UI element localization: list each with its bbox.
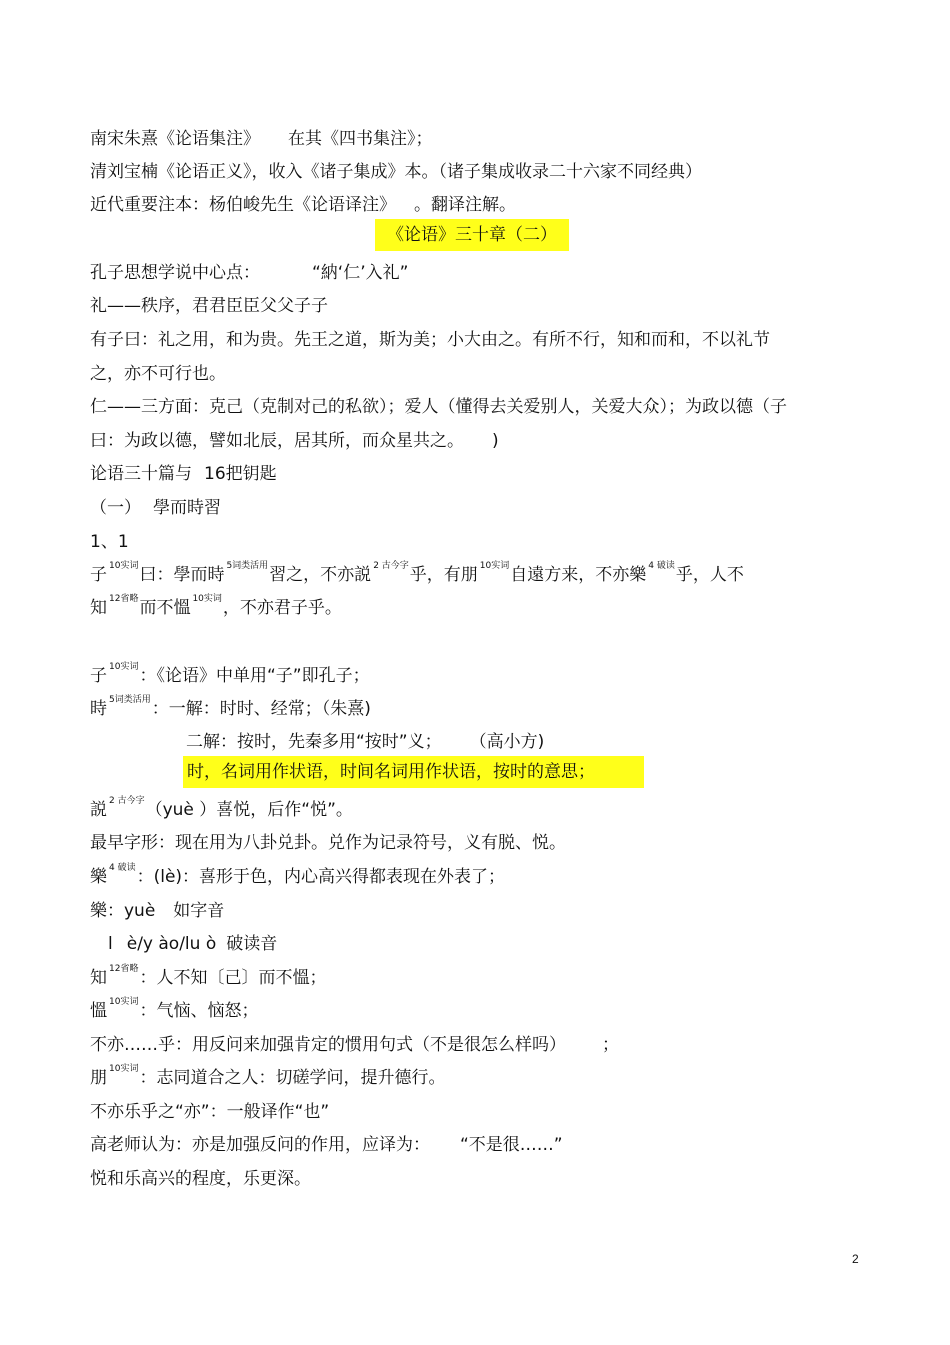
- text-segment: ；: [602, 1035, 619, 1055]
- line-13: [90, 563, 744, 590]
- text-segment: 曰：为政以德，譬如北辰，居其所，而众星共之。: [90, 431, 464, 451]
- text-segment: 破读音: [226, 934, 278, 954]
- line-24: [90, 999, 258, 1026]
- line-28: [90, 1133, 563, 1157]
- text-segment: 朋: [90, 1068, 107, 1088]
- annotation-tag: 10实词: [109, 561, 139, 571]
- text-segment: 之，亦不可行也。: [90, 364, 226, 384]
- annotation-tag: 2 古今字: [373, 561, 409, 571]
- line-3: [90, 193, 516, 217]
- line-7: [90, 362, 226, 386]
- line-20: [90, 865, 505, 892]
- text-segment: （高小方): [469, 732, 545, 752]
- highlighted-note: 时，名词用作状语，时间名词用作状语，按时的意思；: [183, 756, 644, 788]
- text-segment: 不亦……乎：用反问来加强肯定的惯用句式（不是很怎么样吗）: [90, 1035, 566, 1055]
- text-segment: 。翻译注解。: [414, 195, 516, 215]
- line-14: [90, 596, 342, 623]
- text-segment: 曰：學而時: [139, 565, 225, 585]
- annotation-tag: 12省略: [109, 964, 139, 974]
- text-segment: è/y ào/lu ò: [126, 934, 217, 954]
- line-26: [90, 1066, 445, 1093]
- text-segment: 有子曰：礼之用，和为贵。先王之道，斯为美；小大由之。有所不行，知和而和，不以礼节: [90, 330, 770, 350]
- text-segment: 説: [90, 800, 107, 820]
- page-number: 2: [852, 1252, 859, 1266]
- text-segment: 礼——秩序，君君臣臣父父子子: [90, 296, 328, 316]
- line-8: [90, 395, 787, 419]
- text-segment: 如字音: [173, 901, 225, 921]
- text-segment: 時: [90, 699, 107, 719]
- line-15: [90, 664, 370, 691]
- annotation-tag: 12省略: [109, 594, 139, 604]
- text-segment: “納‘仁’入礼”: [312, 263, 409, 283]
- text-segment: 乎，有朋: [409, 565, 478, 585]
- text-segment: 自遠方来，不亦樂: [510, 565, 647, 585]
- annotation-tag: 10实词: [109, 997, 139, 1007]
- line-11: [90, 496, 221, 520]
- line-21: [90, 899, 224, 923]
- text-segment: 悦和乐高兴的程度，乐更深。: [90, 1169, 311, 1189]
- section-title-highlight: 《论语》三十章（二）: [375, 219, 569, 251]
- annotation-tag: 10实词: [479, 561, 510, 571]
- text-segment: 子: [90, 666, 107, 686]
- line-9: [90, 429, 499, 453]
- line-6: [90, 328, 770, 352]
- text-segment: ): [492, 431, 499, 451]
- text-segment: 16把钥匙: [204, 464, 277, 484]
- text-segment: ：气恼、恼怒；: [139, 1001, 259, 1021]
- annotation-tag: 5词类活用: [109, 695, 151, 705]
- text-segment: （一）: [90, 498, 141, 518]
- text-segment: 南宋朱熹《论语集注》: [90, 129, 260, 149]
- text-segment: ：人不知〔己〕而不慍；: [139, 968, 327, 988]
- line-5: [90, 294, 328, 318]
- text-segment: 不亦乐乎之“亦”：一般译作“也”: [90, 1102, 330, 1122]
- text-segment: 最早字形：现在用为八卦兑卦。兑作为记录符号，义有脱、悦。: [90, 833, 566, 853]
- text-segment: 習之，不亦説: [269, 565, 372, 585]
- text-segment: ：《论语》中单用“子”即孔子；: [139, 666, 370, 686]
- line-29: [90, 1167, 311, 1191]
- text-segment: 乎，人不: [675, 565, 744, 585]
- annotation-tag: 4 破读: [648, 561, 675, 571]
- text-segment: 高老师认为：亦是加强反问的作用，应译为：: [90, 1135, 430, 1155]
- annotation-tag: 4 破读: [109, 863, 136, 873]
- annotation-tag: 10实词: [109, 1064, 139, 1074]
- text-segment: （yuè ）喜悦，后作“悦”。: [145, 800, 353, 820]
- line-23: [90, 966, 326, 993]
- annotation-tag: 10实词: [192, 594, 222, 604]
- text-segment: 學而時習: [153, 498, 221, 518]
- line-12: [90, 530, 129, 554]
- text-segment: 樂：yuè: [90, 901, 156, 921]
- text-segment: ：志同道合之人：切磋学问，提升德行。: [139, 1068, 446, 1088]
- text-segment: l: [108, 934, 113, 954]
- line-19: [90, 831, 566, 855]
- line-18: [90, 798, 353, 825]
- line-10: [90, 462, 277, 486]
- line-4: [90, 261, 408, 285]
- text-segment: ，不亦君子乎。: [222, 598, 342, 618]
- text-segment: ：一解：时时、经常；（朱熹): [151, 699, 371, 719]
- text-segment: 论语三十篇与: [90, 464, 192, 484]
- line-16: [90, 697, 371, 724]
- text-segment: 慍: [90, 1001, 107, 1021]
- text-segment: ：(lè)：喜形于色，内心高兴得都表现在外表了；: [136, 867, 506, 887]
- line-17: [186, 730, 544, 754]
- line-27: [90, 1100, 329, 1124]
- line-22: [108, 932, 277, 956]
- line-25: [90, 1033, 619, 1057]
- text-segment: 樂: [90, 867, 107, 887]
- text-segment: 而不慍: [139, 598, 191, 618]
- text-segment: 子: [90, 565, 107, 585]
- text-segment: 孔子思想学说中心点：: [90, 263, 260, 283]
- text-segment: 在其《四书集注》；: [288, 129, 433, 149]
- text-segment: 清刘宝楠《论语正义》，收入《诸子集成》本。（诸子集成收录二十六家不同经典）: [90, 162, 702, 182]
- text-segment: 近代重要注本：杨伯峻先生《论语译注》: [90, 195, 396, 215]
- annotation-tag: 10实词: [109, 662, 139, 672]
- text-segment: 二解：按时，先秦多用“按时”义；: [186, 732, 442, 752]
- annotation-tag: 5词类活用: [226, 561, 269, 571]
- text-segment: 仁——三方面：克己（克制对己的私欲）；爱人（懂得去关爱别人，关爱大众）；为政以德（子: [90, 397, 787, 417]
- text-segment: 知: [90, 598, 107, 618]
- line-2: [90, 160, 702, 184]
- line-1: [90, 127, 433, 151]
- annotation-tag: 2 古今字: [109, 796, 145, 806]
- text-segment: 知: [90, 968, 107, 988]
- text-segment: “不是很……”: [460, 1135, 563, 1155]
- text-segment: 1、1: [90, 532, 129, 552]
